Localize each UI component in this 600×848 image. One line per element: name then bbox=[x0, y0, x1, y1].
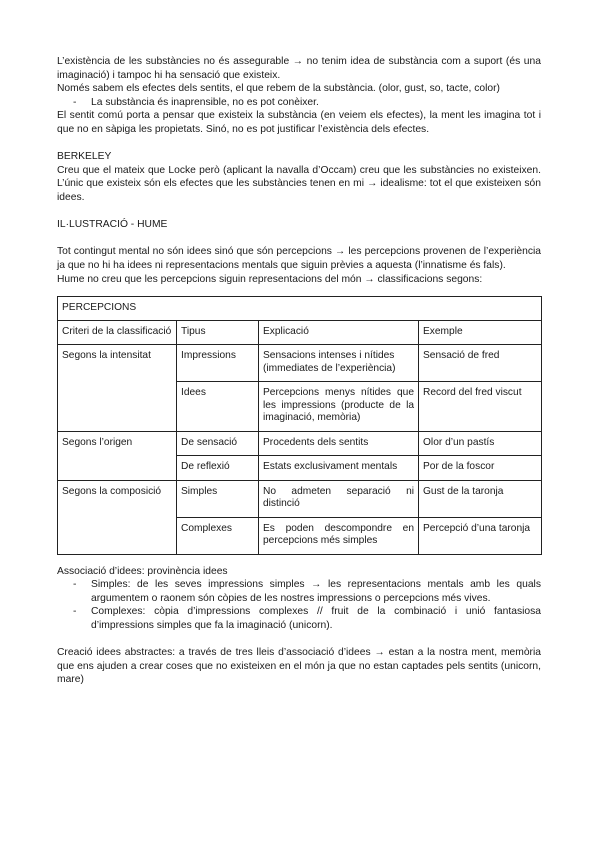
intro-bullet-item: - La substància és inaprensible, no es pot conèixer. bbox=[73, 96, 541, 110]
table-example-cell: Olor d’un pastís bbox=[419, 431, 542, 456]
association-heading: Associació d’idees: provinència idees bbox=[57, 565, 228, 577]
berkeley-paragraph: Creu que el mateix que Locke però (aplicant la navalla d’Occam) creu que les substàncies no existeixen. L’únic que existeix són els efectes que les substàncies tenen en mi → idealisme: tot el que existeixen són idees. bbox=[57, 164, 541, 203]
association-list bbox=[57, 578, 541, 632]
intro-paragraph-1: L’existència de les substàncies no és assegurable → no tenim idea de substància com a suport (és una imaginació) i tampoc hi ha sensació que existeix. bbox=[57, 56, 541, 81]
table-row bbox=[58, 431, 542, 456]
table-explanation-cell: Es poden descompondre en percepcions més simples bbox=[259, 517, 419, 554]
list-item: - Simples: de les seves impressions simples → les representacions mentals amb les quals argumentem o raonem són còpies de les nostres impressions o percepcions més vives. bbox=[73, 578, 541, 605]
table-header-cell: Criteri de la classificació bbox=[58, 320, 177, 345]
table-row bbox=[58, 345, 542, 382]
table-type-cell: De sensació bbox=[177, 431, 259, 456]
table-explanation-cell: No admeten separació ni distinció bbox=[259, 480, 419, 517]
table-header-cell: Explicació bbox=[259, 320, 419, 345]
table-header-cell: Exemple bbox=[419, 320, 542, 345]
table-example-cell: Sensació de fred bbox=[419, 345, 542, 382]
table-example-cell: Percepció d’una taronja bbox=[419, 517, 542, 554]
table-type-cell: Impressions bbox=[177, 345, 259, 382]
table-criterion-cell: Segons la intensitat bbox=[58, 345, 177, 432]
table-header-row bbox=[58, 320, 542, 345]
intro-paragraph-2: Només sabem els efectes dels sentits, el que rebem de la substància. (olor, gust, so, tacte, color) bbox=[57, 83, 500, 95]
document-page bbox=[57, 55, 541, 687]
table-header-cell: Tipus bbox=[177, 320, 259, 345]
hume-paragraph-1: Tot contingut mental no són idees sinó que són percepcions → les percepcions provenen de l’experiència ja que no hi ha idees ni representacions mentals que siguin prèvies a aquesta (l’innatisme és fals). bbox=[57, 246, 541, 271]
table-explanation-cell: Sensacions intenses i nítides (immediates de l’experiència) bbox=[259, 345, 419, 382]
intro-paragraph-3: El sentit comú porta a pensar que existeix la substància (en veiem els efectes), la ment les imagina tot i que no en sàpiga les propietats. Sinó, no es pot justificar l’existència dels efectes. bbox=[57, 110, 541, 135]
hume-paragraph-2: Hume no creu que les percepcions siguin representacions del món → classificacions segons: bbox=[57, 273, 483, 285]
table-explanation-cell: Percepcions menys nítides que les impressions (producte de la imaginació, memòria) bbox=[259, 382, 419, 432]
list-item: - Complexes: còpia d’impressions complexes // fruit de la combinació i unió fantasiosa d’impressions simples que fa la imaginació (unicorn). bbox=[73, 605, 541, 632]
hume-heading: IL·LUSTRACIÓ - HUME bbox=[57, 219, 168, 231]
table-title-row bbox=[58, 297, 542, 321]
table-explanation-cell: Estats exclusivament mentals bbox=[259, 456, 419, 481]
abstract-ideas-paragraph: Creació idees abstractes: a través de tres lleis d’associació d’idees → estan a la nostra ment, memòria que ens ajuden a crear coses que no existeixen en el món ja que no estan captades pels sentits (unicorn, mare) bbox=[57, 647, 541, 686]
intro-bullet-list bbox=[57, 96, 541, 110]
table-type-cell: De reflexió bbox=[177, 456, 259, 481]
table-title: PERCEPCIONS bbox=[58, 297, 542, 321]
table-explanation-cell: Procedents dels sentits bbox=[259, 431, 419, 456]
perceptions-table bbox=[57, 296, 542, 555]
table-example-cell: Record del fred viscut bbox=[419, 382, 542, 432]
table-criterion-cell: Segons la composició bbox=[58, 480, 177, 554]
berkeley-heading: BERKELEY bbox=[57, 151, 112, 163]
table-row bbox=[58, 480, 542, 517]
table-criterion-cell: Segons l’origen bbox=[58, 431, 177, 480]
table-example-cell: Por de la foscor bbox=[419, 456, 542, 481]
table-type-cell: Simples bbox=[177, 480, 259, 517]
table-type-cell: Complexes bbox=[177, 517, 259, 554]
table-type-cell: Idees bbox=[177, 382, 259, 432]
table-example-cell: Gust de la taronja bbox=[419, 480, 542, 517]
